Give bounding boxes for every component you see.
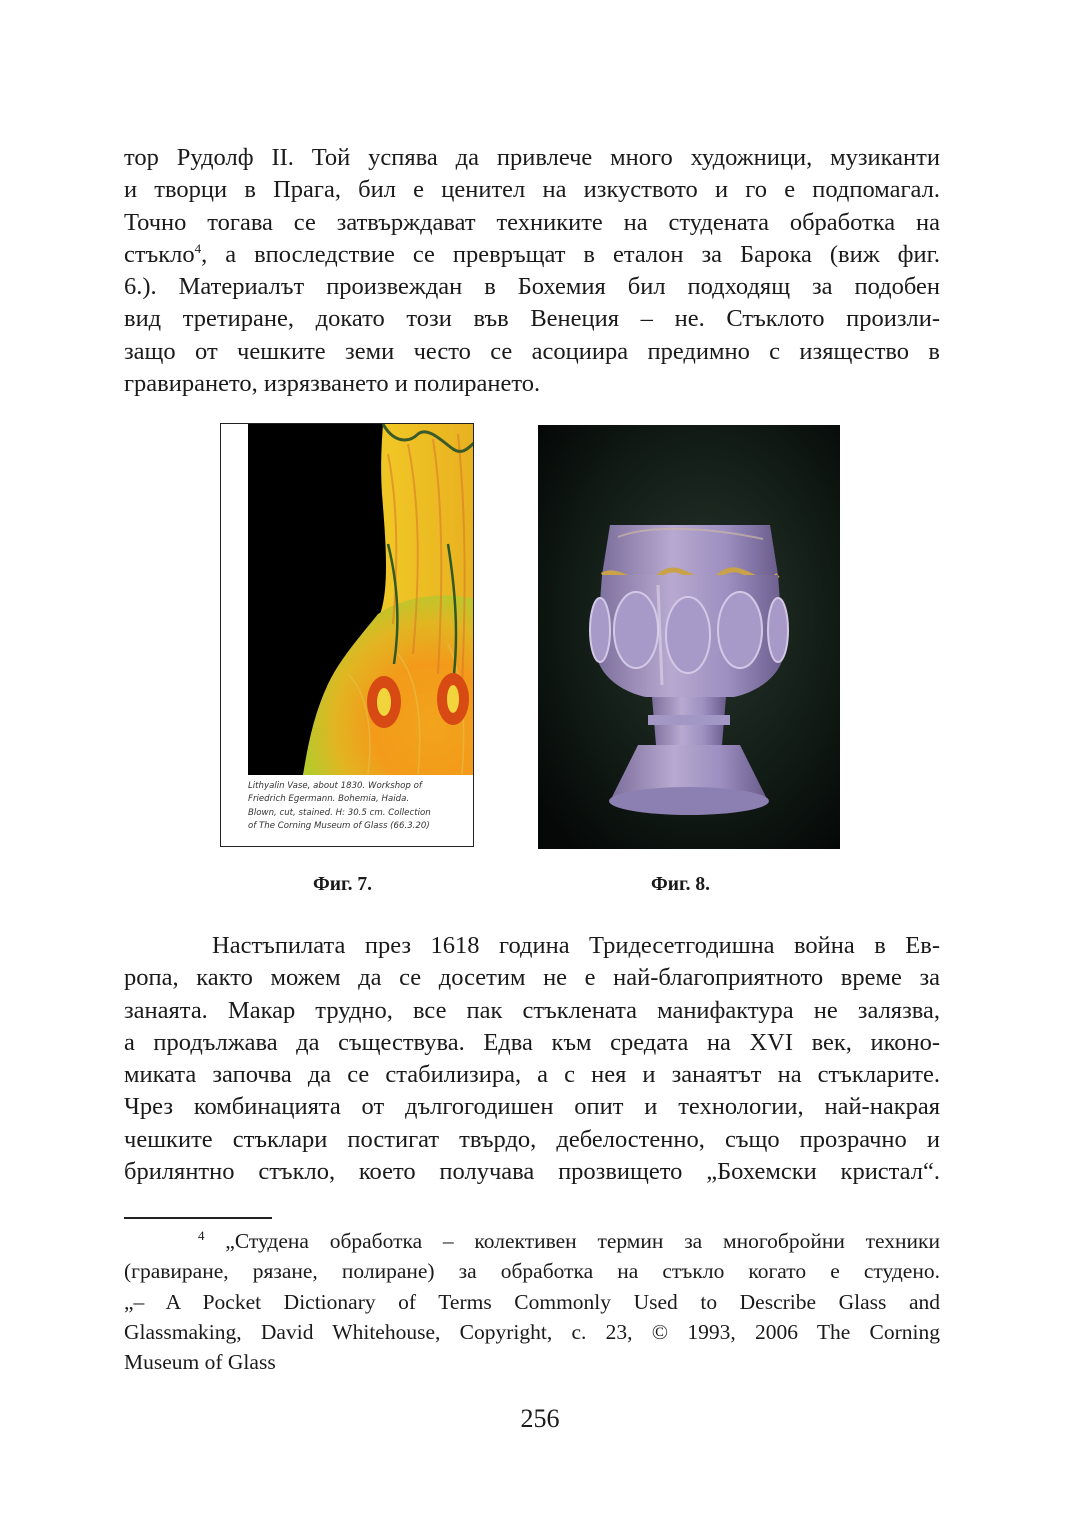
caption-line: Friedrich Egermann. Bohemia, Haida.	[248, 794, 410, 805]
text-line: и творци в Прага, бил е ценител на изкуството и го е подпомагал.	[124, 176, 940, 204]
footnote-line	[124, 1226, 940, 1256]
text-line: Чрез комбинацията от дългогодишен опит и технологии, най-накрая	[124, 1093, 940, 1121]
figure-7-lithyalin-vase	[220, 423, 474, 847]
text-line: Настъпилата през 1618 година Тридесетгодишна война в Ев-	[212, 932, 940, 959]
footnote-line: Glassmaking, David Whitehouse, Copyright, c. 23, © 1993, 2006 The Corning	[124, 1319, 940, 1344]
text-fragment: „Студена обработка – колективен термин за многобройни техники	[225, 1229, 940, 1253]
text-line: вид третиране, докато този във Венеция – не. Стъклото произли-	[124, 305, 940, 333]
text-line: ропа, както можем да се досетим не е най-благоприятното време за	[124, 964, 940, 992]
figure-7-label: Фиг. 7.	[313, 874, 373, 895]
footnote-line: Museum of Glass	[124, 1350, 276, 1375]
page-number: 256	[520, 1404, 560, 1433]
footnote-reference[interactable]: 4	[194, 240, 202, 256]
caption-line: Lithyalin Vase, about 1830. Workshop of	[248, 781, 422, 791]
text-line: чешките стъклари постигат твърдо, дебелостенно, също прозрачно и	[124, 1125, 940, 1153]
text-line: брилянтно стъкло, което получава прозвището „Бохемски кристал“.	[124, 1158, 940, 1186]
figure-8-label: Фиг. 8.	[651, 874, 711, 895]
footnote-number: 4	[198, 1227, 205, 1243]
text-line: миката започва да се стабилизира, а с нея и занаятът на стъкларите.	[124, 1061, 940, 1089]
text-line: гравирането, изрязването и полирането.	[124, 370, 541, 398]
text-fragment: , а впоследствие се превръщат в еталон за Барока (виж фиг.	[201, 240, 940, 268]
caption-line: of The Corning Museum of Glass (66.3.20)	[248, 820, 430, 831]
footnote-line: „– A Pocket Dictionary of Terms Commonly Used to Describe Glass and	[124, 1289, 940, 1314]
text-line: тор Рудолф II. Той успява да привлече много художници, музиканти	[124, 144, 940, 171]
text-line: а продължава да съществува. Едва към средата на XVI век, иконо-	[124, 1028, 940, 1056]
footnote-line: (гравиране, рязане, полиране) за обработка на стъкло когато е студено.	[124, 1259, 940, 1284]
figure-7-caption	[248, 780, 474, 833]
caption-line: Blown, cut, stained. H: 30.5 cm. Collection	[248, 807, 431, 818]
text-line: 6.). Материалът произвеждан в Бохемия бил подходящ за подобен	[124, 273, 940, 301]
lithyalin-vase-image	[248, 424, 474, 775]
footnote	[124, 1226, 940, 1377]
footnote-separator	[124, 1217, 272, 1219]
text-line: Точно тогава се затвърждават техниките на студената обработка на	[124, 208, 940, 236]
text-line: занаята. Макар трудно, все пак стъклената манифактура не залязва,	[124, 996, 940, 1024]
paragraph-1	[124, 142, 940, 400]
paragraph-2	[124, 930, 940, 1188]
text-fragment: стъкло	[124, 240, 195, 268]
figure-8-goblet-image	[538, 425, 840, 849]
text-line	[124, 239, 940, 271]
text-line: защо от чешките земи често се асоциира предимно с изящество в	[124, 337, 940, 365]
